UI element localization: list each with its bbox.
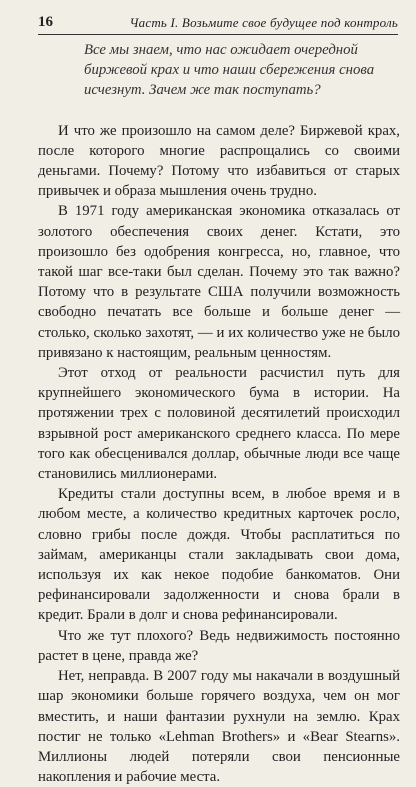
page-number: 16 xyxy=(38,14,53,30)
paragraph: Этот отход от реальности расчистил путь для крупнейшего экономического бума в истории. На протяжении трех с половиной десятилетий происходил взрывной рост американского среднего класса. По мере того как обесценивался доллар, обычные люди все чаще становились миллионерами. xyxy=(38,365,400,483)
page-header xyxy=(38,12,398,35)
body-text xyxy=(38,40,400,787)
paragraph: Нет, неправда. В 2007 году мы накачали в воздушный шар экономики больше горячего воздуха, чем он мог вместить, и наши фантазии рухнули на землю. Крах постиг не только «Lehman Brothers» и «Bear Stearns». Миллионы людей потеряли свои пенсионные накопления и рабочие места. xyxy=(38,668,400,786)
epigraph: Все мы знаем, что нас ожидает очередной биржевой крах и что наши сбережения снова исчезнут. Зачем же так поступать? xyxy=(84,42,375,99)
paragraph: В 1971 году американская экономика отказалась от золотого обеспечения своих денег. Кстати, это произошло без одобрения конгресса, но, главное, что такой шаг все-таки был сделан. Почему это так важно? Потому что в результате США получили возможность свободно печатать все больше и больше денег — столько, сколько захотят, — и их количество уже не было привязано к настоящим, реальным ценностям. xyxy=(38,203,400,361)
paragraph: И что же произошло на самом деле? Биржевой крах, после которого многие распрощались со своими деньгами. Почему? Потому что избавиться от старых привычек и образа мышления очень трудно. xyxy=(38,122,400,200)
paragraph: Кредиты стали доступны всем, в любое время и в любом месте, а количество кредитных карточек росло, словно грибы после дождя. Чтобы расплатиться по займам, американцы стали закладывать свои дома, используя их как некое подобие банкоматов. Они рефинансировали задолженности и снова брали в кредит. Брали в долг и снова рефинансировали. xyxy=(38,486,400,624)
paragraph: Что же тут плохого? Ведь недвижимость постоянно растет в цене, правда же? xyxy=(38,627,400,664)
running-head: Часть I. Возьмите свое будущее под контроль xyxy=(129,15,398,30)
